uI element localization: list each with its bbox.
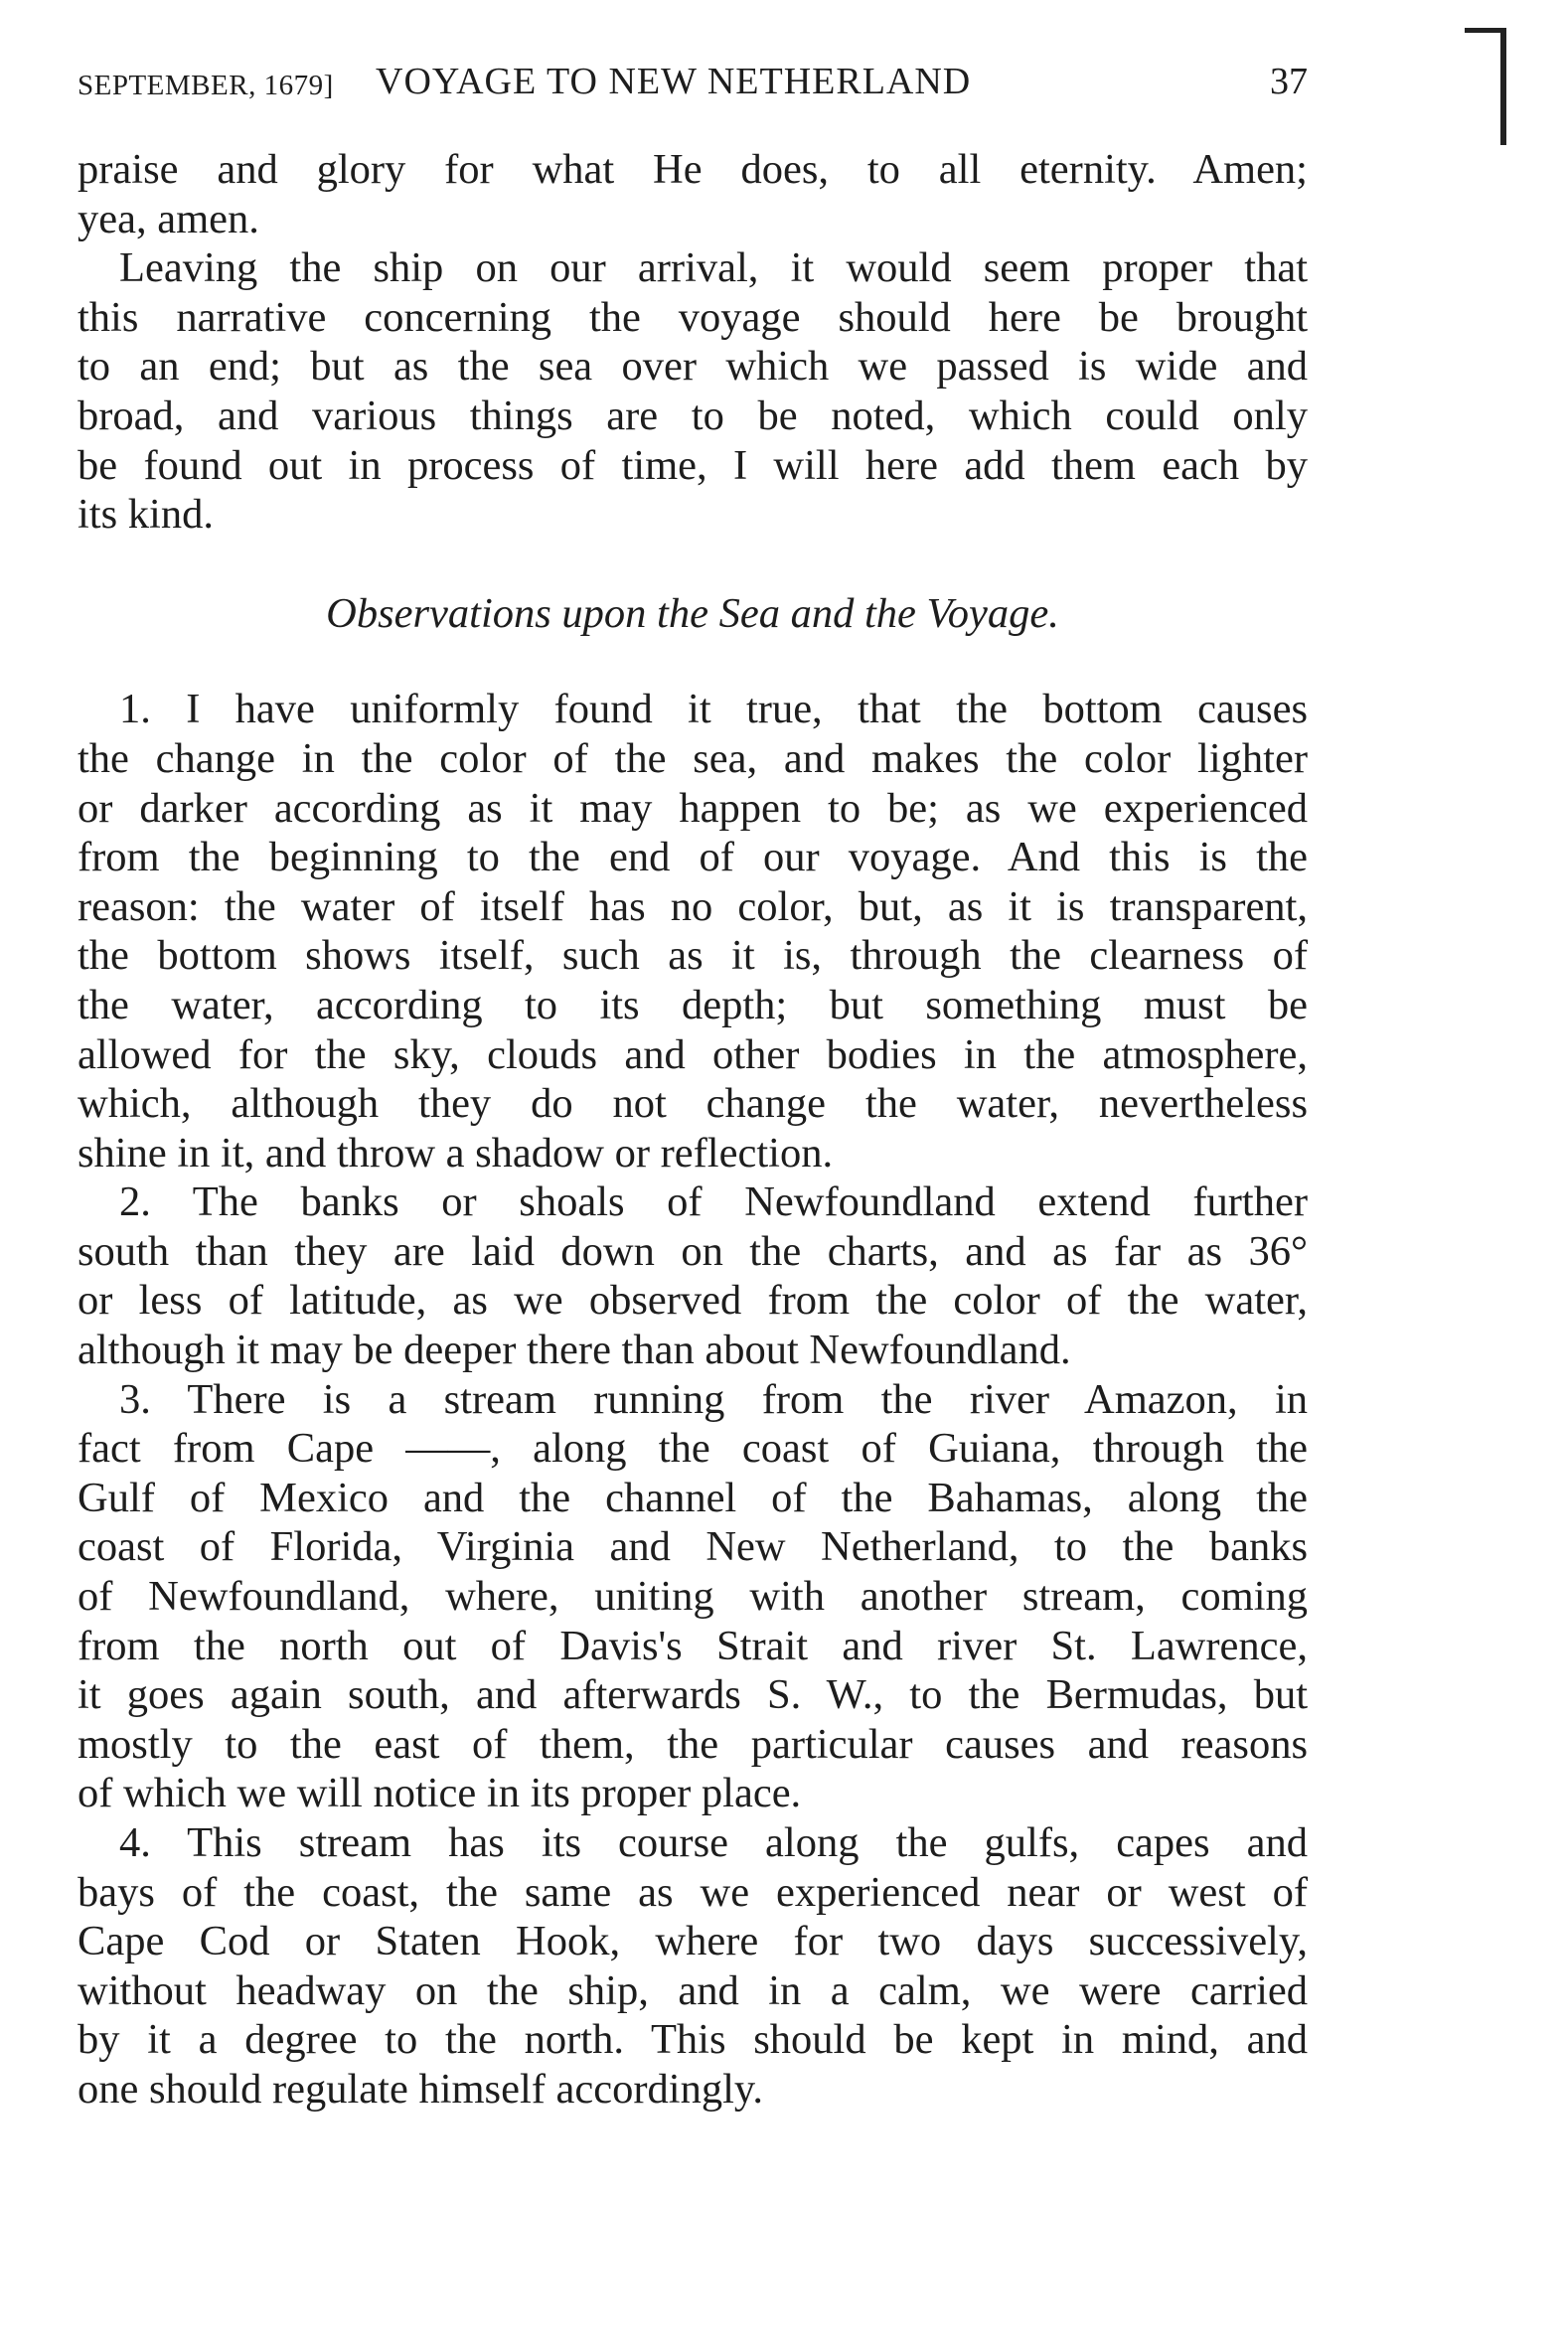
text-line: mostly to the east of them, the particular causes and reasons [78, 1720, 1308, 1768]
text-line: this narrative concerning the voyage should here be brought [78, 293, 1308, 341]
body-text [78, 145, 1308, 2115]
section-heading: Observations upon the Sea and the Voyage. [326, 589, 1059, 637]
running-head-title: VOYAGE TO NEW NETHERLAND [376, 61, 972, 102]
text-line: from the beginning to the end of our voyage. And this is the [78, 834, 1308, 881]
text-line: Leaving the ship on our arrival, it would seem proper that [119, 244, 1308, 292]
text-line: without headway on the ship, and in a calm, we were carried [78, 1966, 1308, 2014]
text-line: 1. I have uniformly found it true, that the bottom causes [119, 686, 1308, 733]
text-line: 4. This stream has its course along the gulfs, capes and [119, 1819, 1308, 1866]
page-number: 37 [1270, 61, 1308, 102]
text-line: or less of latitude, as we observed from the color of the water, [78, 1277, 1308, 1325]
text-line: it goes again south, and afterwards S. W., to the Bermudas, but [78, 1671, 1308, 1719]
page-edge-mark-vertical [1500, 28, 1506, 145]
text-line: the water, according to its depth; but something must be [78, 981, 1308, 1028]
text-line: yea, amen. [78, 195, 259, 242]
running-head [78, 58, 1308, 105]
text-line: coast of Florida, Virginia and New Netherland, to the banks [78, 1523, 1308, 1571]
text-line: or darker according as it may happen to be; as we experienced [78, 784, 1308, 832]
text-line: by it a degree to the north. This should be kept in mind, and [78, 2016, 1308, 2064]
text-line: 2. The banks or shoals of Newfoundland extend further [119, 1178, 1308, 1226]
text-line: be found out in process of time, I will here add them each by [78, 441, 1308, 489]
text-line: the change in the color of the sea, and makes the color lighter [78, 734, 1308, 782]
text-line: broad, and various things are to be noted, which could only [78, 392, 1308, 439]
text-line: allowed for the sky, clouds and other bodies in the atmosphere, [78, 1030, 1308, 1078]
text-line: Cape Cod or Staten Hook, where for two days successively, [78, 1918, 1308, 1965]
text-line: although it may be deeper there than about Newfoundland. [78, 1327, 1071, 1374]
text-line: 3. There is a stream running from the river Amazon, in [119, 1375, 1308, 1423]
text-line: which, although they do not change the water, nevertheless [78, 1080, 1308, 1128]
text-line: to an end; but as the sea over which we passed is wide and [78, 343, 1308, 391]
text-line: its kind. [78, 491, 214, 539]
running-head-date: SEPTEMBER, 1679] [78, 70, 334, 101]
text-line: bays of the coast, the same as we experienced near or west of [78, 1868, 1308, 1916]
text-line: reason: the water of itself has no color, but, as it is transparent, [78, 882, 1308, 930]
text-line: the bottom shows itself, such as it is, through the clearness of [78, 932, 1308, 980]
text-line: fact from Cape ——, along the coast of Guiana, through the [78, 1425, 1308, 1473]
text-line: Gulf of Mexico and the channel of the Bahamas, along the [78, 1474, 1308, 1521]
text-line: one should regulate himself accordingly. [78, 2065, 764, 2113]
text-line: shine in it, and throw a shadow or reflection. [78, 1129, 834, 1176]
text-line: of which we will notice in its proper place. [78, 1770, 802, 1817]
text-line: south than they are laid down on the charts, and as far as 36° [78, 1227, 1308, 1275]
text-line: from the north out of Davis's Strait and river St. Lawrence, [78, 1622, 1308, 1669]
text-line: of Newfoundland, where, uniting with another stream, coming [78, 1573, 1308, 1621]
text-line: praise and glory for what He does, to all eternity. Amen; [78, 146, 1308, 193]
